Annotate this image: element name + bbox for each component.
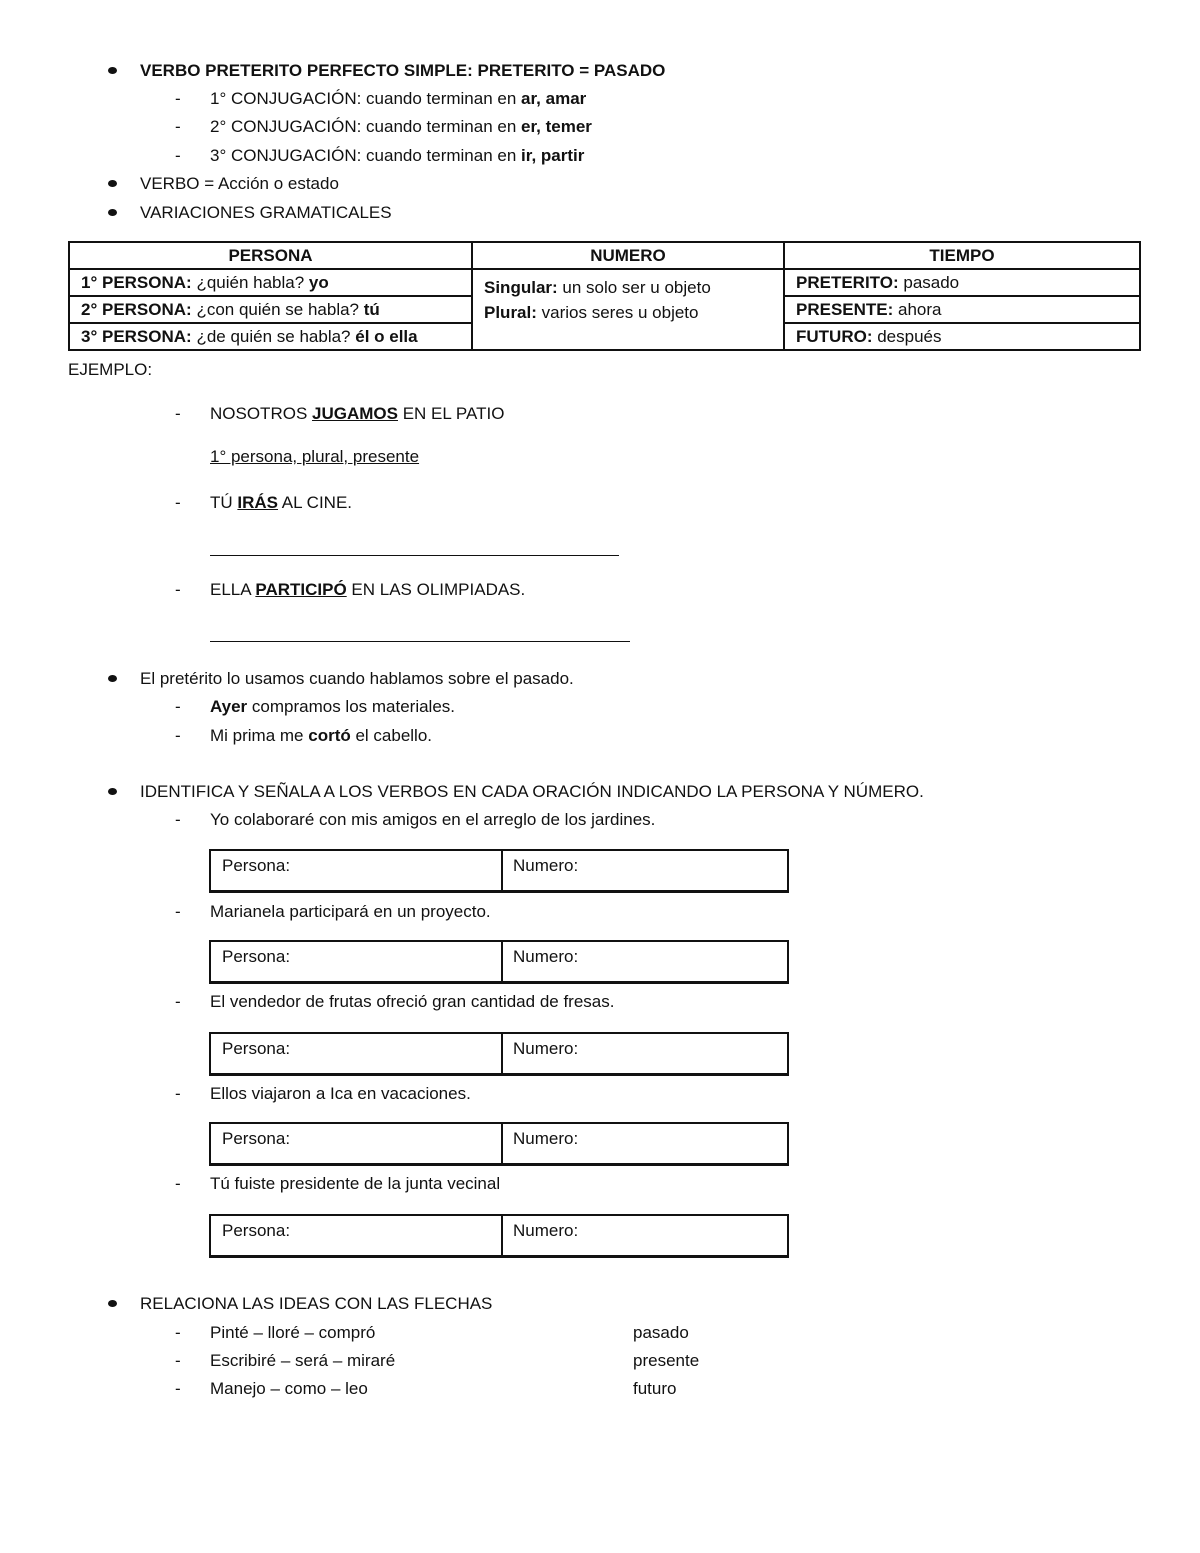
verbo-definition: VERBO = Acción o estado xyxy=(140,174,339,193)
persona-3: 3° PERSONA: ¿de quién se habla? él o ella xyxy=(69,323,472,350)
answer-box-1[interactable] xyxy=(209,849,789,893)
relaciona-right-3[interactable]: futuro xyxy=(633,1379,677,1398)
persona-field[interactable]: Persona: xyxy=(222,856,291,875)
answer-box-3[interactable] xyxy=(209,1032,789,1076)
answer-box-5[interactable] xyxy=(209,1214,789,1258)
ejemplo-2: - TÚ IRÁS AL CINE. xyxy=(210,494,352,511)
tiempo-futuro: FUTURO: después xyxy=(784,323,1140,350)
ejemplo-3: - ELLA PARTICIPÓ EN LAS OLIMPIADAS. xyxy=(210,581,525,598)
ejemplo-heading: EJEMPLO: xyxy=(68,360,153,379)
numero-field[interactable]: Numero: xyxy=(501,942,787,981)
persona-field[interactable]: Persona: xyxy=(222,1221,291,1240)
sentence-4: - Ellos viajaron a Ica en vacaciones. xyxy=(210,1085,471,1102)
ejemplo-1: - NOSOTROS JUGAMOS EN EL PATIO xyxy=(210,405,504,422)
relaciona-left-2[interactable]: - Escribiré – será – miraré xyxy=(210,1352,395,1369)
conjugation-3: - 3° CONJUGACIÓN: cuando terminan en ir, partir xyxy=(210,147,584,164)
preterito-ex1: - Ayer compramos los materiales. xyxy=(210,698,455,715)
variaciones-heading: VARIACIONES GRAMATICALES xyxy=(140,203,392,222)
preterito-ex2: - Mi prima me cortó el cabello. xyxy=(210,727,432,744)
relaciona-instruction: RELACIONA LAS IDEAS CON LAS FLECHAS xyxy=(140,1294,493,1313)
sentence-1: - Yo colaboraré con mis amigos en el arreglo de los jardines. xyxy=(210,811,655,828)
numero-field[interactable]: Numero: xyxy=(501,1216,787,1255)
sentence-5: - Tú fuiste presidente de la junta vecinal xyxy=(210,1175,500,1192)
header-tiempo: TIEMPO xyxy=(784,242,1140,269)
sentence-3: - El vendedor de frutas ofreció gran cantidad de fresas. xyxy=(210,993,614,1010)
persona-field[interactable]: Persona: xyxy=(222,1039,291,1058)
relaciona-right-2[interactable]: presente xyxy=(633,1351,700,1370)
numero-cell: Singular: un solo ser u objeto Plural: varios seres u objeto xyxy=(472,269,784,350)
relaciona-left-3[interactable]: - Manejo – como – leo xyxy=(210,1380,368,1397)
preterito-intro: El pretérito lo usamos cuando hablamos sobre el pasado. xyxy=(140,669,574,688)
tiempo-presente: PRESENTE: ahora xyxy=(784,296,1140,323)
relaciona-right-1[interactable]: pasado xyxy=(633,1323,689,1342)
answer-line-3[interactable] xyxy=(210,641,630,642)
conjugation-1: - 1° CONJUGACIÓN: cuando terminan en ar, amar xyxy=(210,90,586,107)
title-bullet xyxy=(140,62,665,79)
answer-line-2[interactable] xyxy=(210,555,619,556)
numero-field[interactable]: Numero: xyxy=(501,1034,787,1073)
variaciones-table xyxy=(68,241,1141,351)
persona-1: 1° PERSONA: ¿quién habla? yo xyxy=(69,269,472,296)
title-text: VERBO PRETERITO PERFECTO SIMPLE: PRETERITO = PASADO xyxy=(140,61,666,80)
header-persona: PERSONA xyxy=(69,242,472,269)
numero-field[interactable]: Numero: xyxy=(501,1124,787,1163)
tiempo-preterito: PRETERITO: pasado xyxy=(784,269,1140,296)
persona-field[interactable]: Persona: xyxy=(222,947,291,966)
sentence-2: - Marianela participará en un proyecto. xyxy=(210,903,491,920)
persona-field[interactable]: Persona: xyxy=(222,1129,291,1148)
conjugation-2: - 2° CONJUGACIÓN: cuando terminan en er, temer xyxy=(210,118,592,135)
answer-box-2[interactable] xyxy=(209,940,789,984)
numero-field[interactable]: Numero: xyxy=(501,851,787,890)
answer-box-4[interactable] xyxy=(209,1122,789,1166)
persona-2: 2° PERSONA: ¿con quién se habla? tú xyxy=(69,296,472,323)
relaciona-left-1[interactable]: - Pinté – lloré – compró xyxy=(210,1324,375,1341)
identifica-instruction: IDENTIFICA Y SEÑALA A LOS VERBOS EN CADA ORACIÓN INDICANDO LA PERSONA Y NÚMERO. xyxy=(140,782,924,801)
header-numero: NUMERO xyxy=(472,242,784,269)
ejemplo-1-answer: 1° persona, plural, presente xyxy=(210,447,420,466)
